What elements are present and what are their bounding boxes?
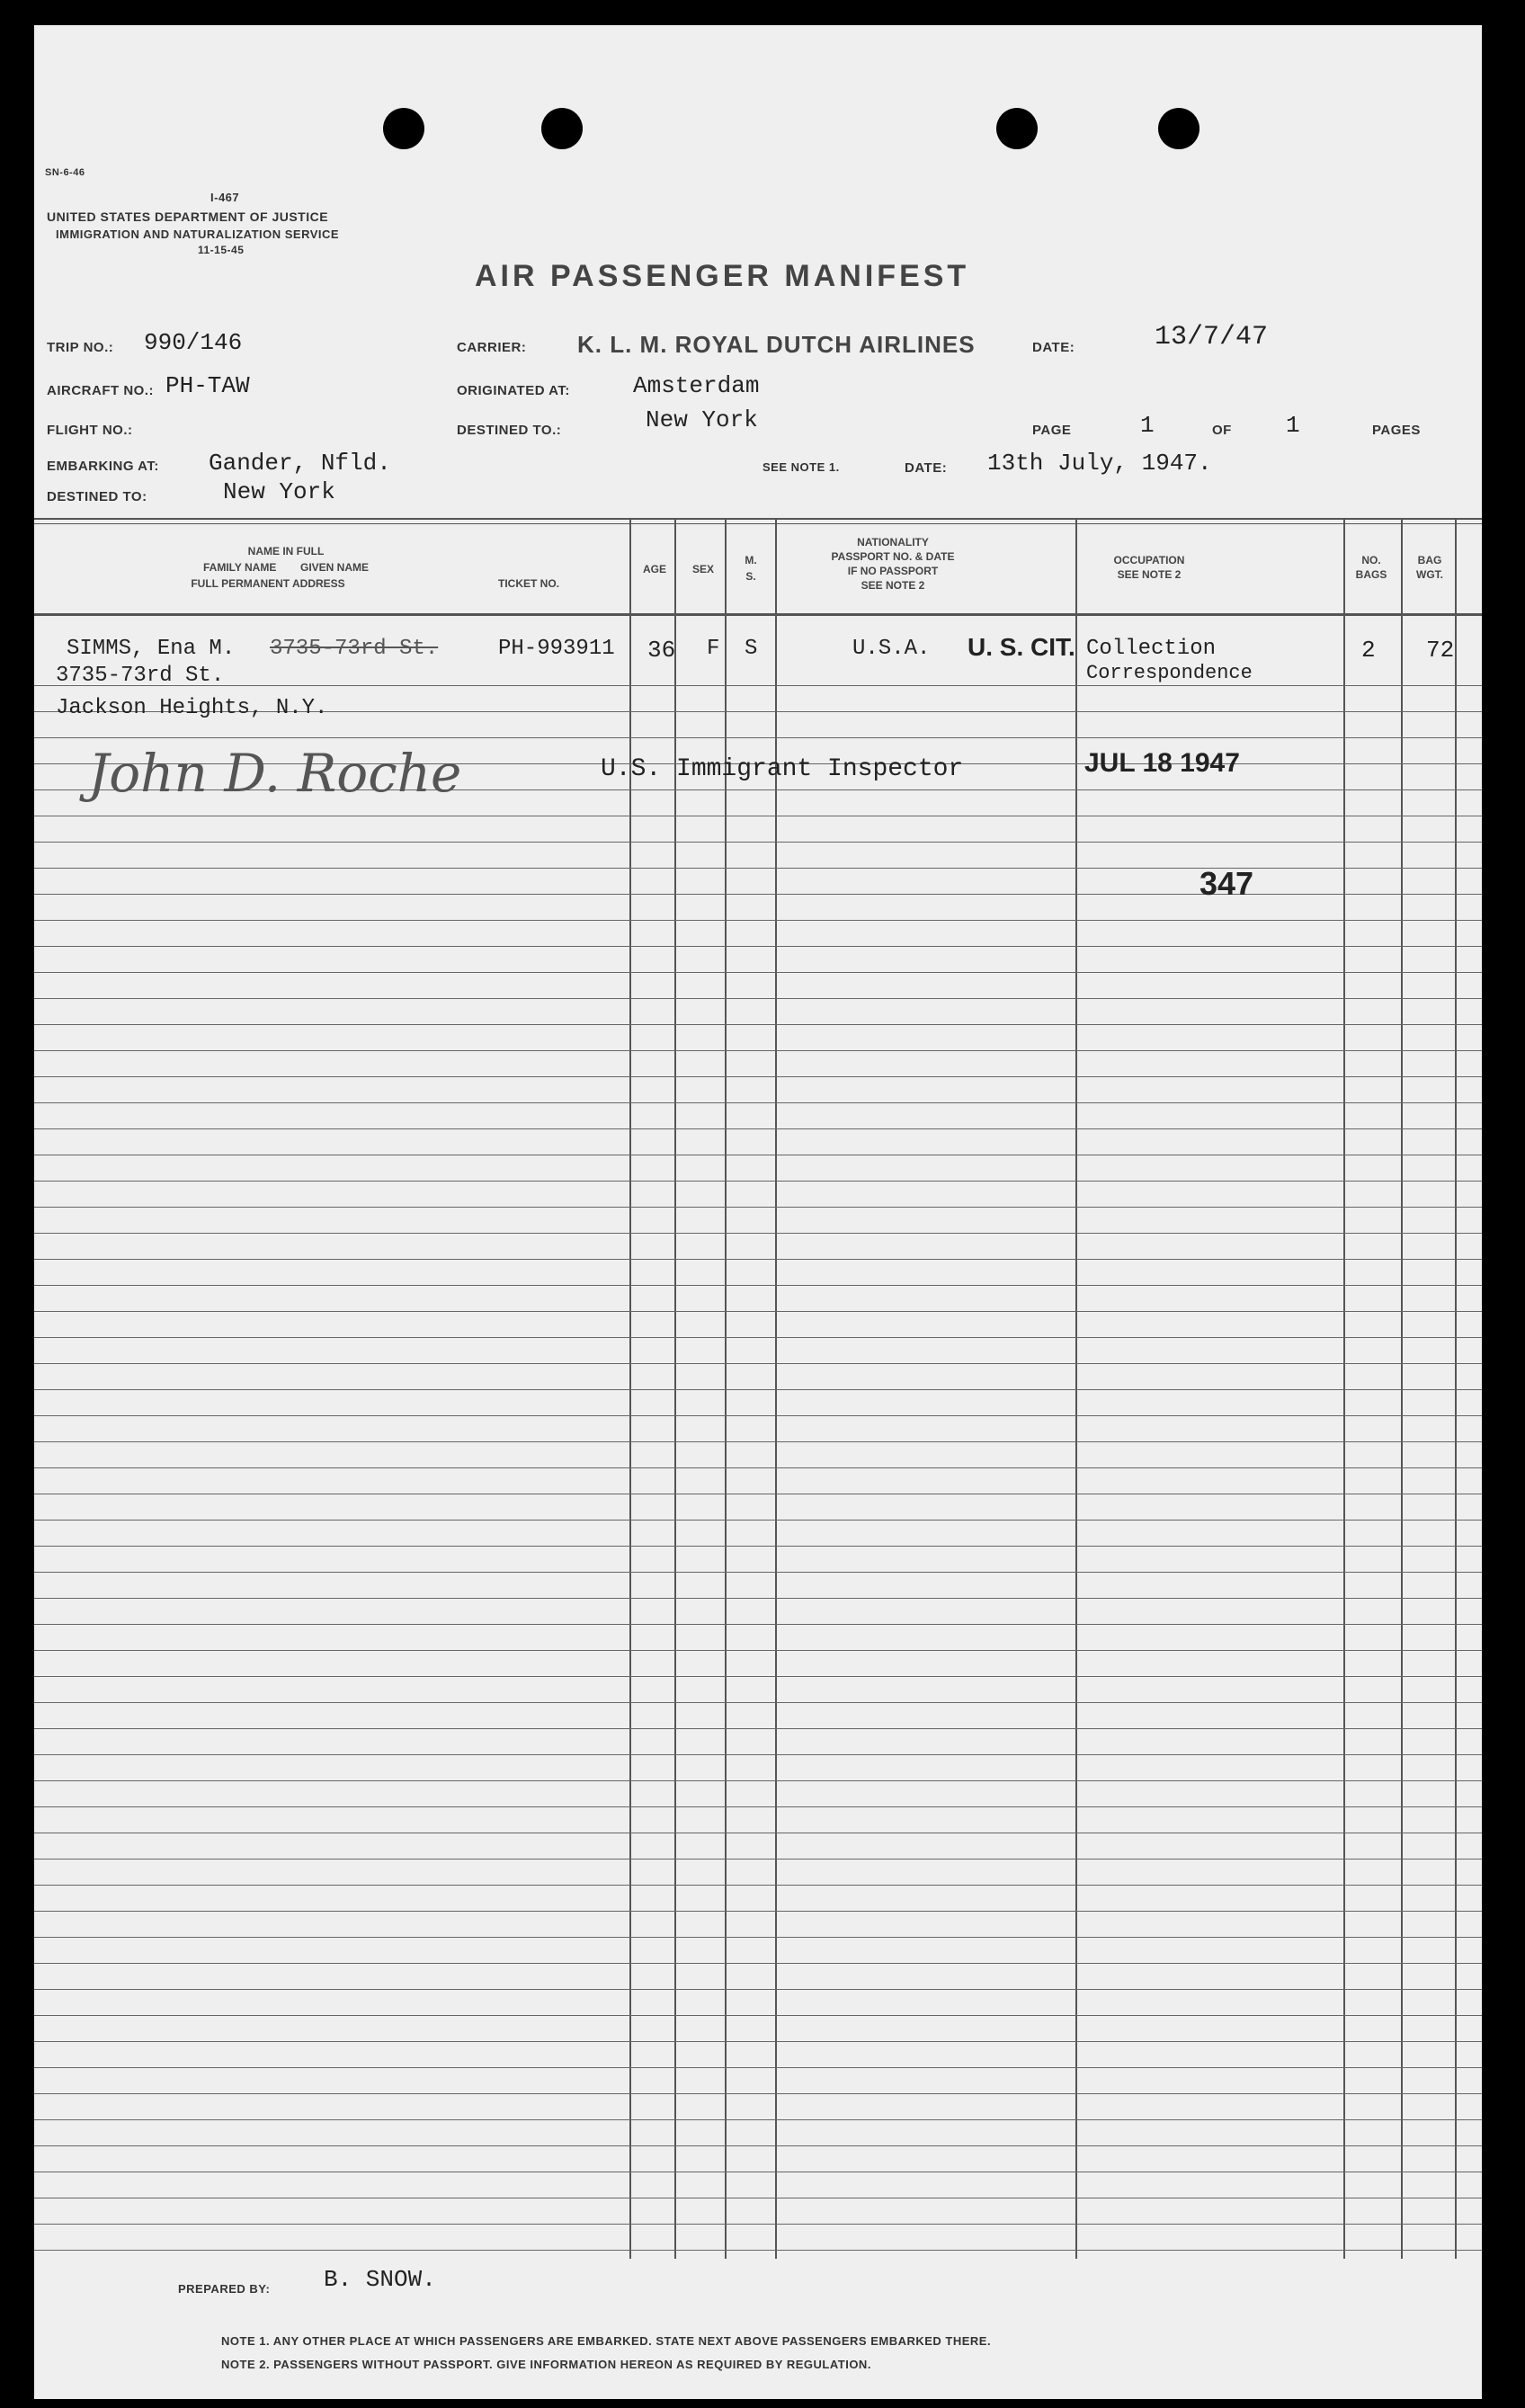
service-name: IMMIGRATION AND NATURALIZATION SERVICE — [56, 227, 340, 241]
col-name-2: FAMILY NAME GIVEN NAME — [202, 561, 370, 574]
col-ms-2: S. — [745, 570, 756, 583]
originated-at-label: ORIGINATED AT: — [457, 383, 570, 398]
table-rule — [34, 1128, 1482, 1129]
table-rule — [34, 2250, 1482, 2251]
col-name-1: NAME IN FULL — [247, 545, 325, 557]
table-rule — [34, 1885, 1482, 1886]
table-rule — [34, 1598, 1482, 1599]
prepared-by-label: PREPARED BY: — [178, 2282, 271, 2296]
table-rule — [34, 1546, 1482, 1547]
table-rule — [34, 1728, 1482, 1729]
punch-hole — [1158, 108, 1199, 149]
pages-label: PAGES — [1372, 423, 1421, 438]
address-line-2: Jackson Heights, N.Y. — [56, 696, 328, 720]
agency-name: UNITED STATES DEPARTMENT OF JUSTICE — [47, 210, 329, 224]
originated-at-value: Amsterdam — [633, 372, 760, 399]
col-ticket: TICKET NO. — [498, 577, 559, 590]
page-title: AIR PASSENGER MANIFEST — [475, 259, 970, 293]
occupation-line-2: Correspondence — [1086, 662, 1253, 684]
table-rule — [34, 2119, 1482, 2120]
table-rule — [34, 1415, 1482, 1416]
table-rule — [34, 1806, 1482, 1807]
table-rule — [34, 737, 1482, 738]
table-rule — [34, 1207, 1482, 1208]
form-date: 11-15-45 — [198, 244, 245, 256]
table-rule — [34, 1311, 1482, 1312]
see-note-1: SEE NOTE 1. — [762, 460, 840, 474]
struck-address: 3735-73rd St. — [270, 637, 439, 661]
table-rule — [34, 1937, 1482, 1938]
punch-hole — [383, 108, 424, 149]
date-2-value: 13th July, 1947. — [987, 450, 1212, 477]
col-occ-1: OCCUPATION — [1113, 554, 1185, 566]
table-rule — [34, 2093, 1482, 2094]
note-1: NOTE 1. ANY OTHER PLACE AT WHICH PASSENGERS ARE EMBARKED. STATE NEXT ABOVE PASSENGERS EMBARKED THERE. — [221, 2334, 992, 2348]
table-rule — [34, 1911, 1482, 1912]
destined-to-2-label: DESTINED TO: — [47, 489, 147, 504]
passenger-age: 36 — [647, 637, 676, 664]
table-rule — [34, 2224, 1482, 2225]
form-number: I-467 — [210, 191, 240, 204]
note-2: NOTE 2. PASSENGERS WITHOUT PASSPORT. GIVE INFORMATION HEREON AS REQUIRED BY REGULATION. — [221, 2358, 871, 2371]
table-rule — [34, 1259, 1482, 1260]
col-nat-1: NATIONALITY — [857, 536, 929, 548]
passenger-nationality: U.S.A. — [852, 637, 931, 661]
col-bags-2: BAGS — [1355, 568, 1387, 581]
table-rule — [34, 868, 1482, 869]
table-rule — [34, 2145, 1482, 2146]
occupation-line-1: Collection — [1086, 637, 1217, 661]
punch-hole — [996, 108, 1038, 149]
ticket-no: PH-993911 — [498, 637, 615, 661]
header-rule — [34, 613, 1482, 616]
table-rule — [34, 1859, 1482, 1860]
destined-to-value: New York — [646, 406, 758, 433]
table-rule — [34, 1650, 1482, 1651]
table-top-rule — [34, 523, 1482, 524]
date-2-label: DATE: — [905, 460, 948, 476]
of-label: OF — [1212, 423, 1232, 438]
passenger-sex: F — [707, 637, 720, 661]
col-age: AGE — [642, 563, 666, 575]
table-rule — [34, 1441, 1482, 1442]
inspection-date-stamp: JUL 18 1947 — [1084, 748, 1240, 778]
destined-to-label: DESTINED TO.: — [457, 423, 562, 438]
punch-hole — [541, 108, 583, 149]
table-rule — [34, 1233, 1482, 1234]
table-top-rule — [34, 518, 1482, 520]
manifest-page — [34, 25, 1482, 2399]
table-rule — [34, 1702, 1482, 1703]
embarking-at-label: EMBARKING AT: — [47, 459, 159, 474]
date-value: 13/7/47 — [1155, 322, 1269, 352]
table-rule — [34, 1389, 1482, 1390]
col-sex: SEX — [691, 563, 714, 575]
table-rule — [34, 1989, 1482, 1990]
table-rule — [34, 998, 1482, 999]
col-wgt-2: WGT. — [1416, 568, 1443, 581]
table-rule — [34, 1572, 1482, 1573]
table-rule — [34, 1285, 1482, 1286]
table-rule — [34, 1102, 1482, 1103]
col-nat-4: SEE NOTE 2 — [861, 579, 925, 592]
form-code: SN-6-46 — [45, 167, 85, 178]
destined-to-2-value: New York — [223, 478, 335, 505]
date-label: DATE: — [1032, 340, 1075, 355]
table-rule — [34, 972, 1482, 973]
col-occ-2: SEE NOTE 2 — [1117, 568, 1182, 581]
col-name-3: FULL PERMANENT ADDRESS — [191, 577, 345, 590]
table-rule — [34, 1050, 1482, 1051]
col-bags-1: NO. — [1361, 554, 1381, 566]
aircraft-no-value: PH-TAW — [165, 372, 250, 399]
table-rule — [34, 1520, 1482, 1521]
bags-count: 2 — [1361, 637, 1376, 664]
table-rule — [34, 1754, 1482, 1755]
table-rule — [34, 946, 1482, 947]
table-rule — [34, 894, 1482, 895]
col-nat-2: PASSPORT NO. & DATE — [831, 550, 955, 563]
trip-no-label: TRIP NO.: — [47, 340, 114, 355]
manifest-number: 347 — [1199, 865, 1254, 902]
table-rule — [34, 1076, 1482, 1077]
page-value: 1 — [1140, 412, 1155, 439]
table-rule — [34, 1676, 1482, 1677]
col-wgt-1: BAG — [1417, 554, 1442, 566]
table-rule — [34, 1624, 1482, 1625]
passenger-name: SIMMS, Ena M. — [67, 637, 236, 661]
table-rule — [34, 1363, 1482, 1364]
table-rule — [34, 1181, 1482, 1182]
table-rule — [34, 842, 1482, 843]
address-line-1: 3735-73rd St. — [56, 664, 225, 688]
carrier-value: K. L. M. ROYAL DUTCH AIRLINES — [577, 331, 976, 358]
citizen-stamp: U. S. CIT. — [968, 633, 1075, 661]
table-rule — [34, 2041, 1482, 2042]
table-rule — [34, 1467, 1482, 1468]
table-rule — [34, 2067, 1482, 2068]
page-label: PAGE — [1032, 423, 1072, 438]
aircraft-no-label: AIRCRAFT NO.: — [47, 383, 154, 398]
carrier-label: CARRIER: — [457, 340, 527, 355]
col-nat-3: IF NO PASSPORT — [847, 565, 939, 577]
embarking-at-value: Gander, Nfld. — [209, 450, 391, 477]
trip-no-value: 990/146 — [144, 329, 243, 356]
table-rule — [34, 1963, 1482, 1964]
col-ms-1: M. — [745, 554, 757, 566]
table-rule — [34, 1337, 1482, 1338]
table-rule — [34, 1780, 1482, 1781]
flight-no-label: FLIGHT NO.: — [47, 423, 133, 438]
table-rule — [34, 2015, 1482, 2016]
table-rule — [34, 1024, 1482, 1025]
passenger-ms: S — [745, 637, 758, 661]
inspector-signature: John D. Roche — [88, 743, 462, 804]
inspector-title: U.S. Immigrant Inspector — [601, 755, 964, 783]
prepared-by-value: B. SNOW. — [324, 2266, 436, 2293]
of-pages-value: 1 — [1286, 412, 1300, 439]
table-rule — [34, 685, 1482, 686]
bag-weight: 72 — [1426, 637, 1455, 664]
table-rule — [34, 920, 1482, 921]
